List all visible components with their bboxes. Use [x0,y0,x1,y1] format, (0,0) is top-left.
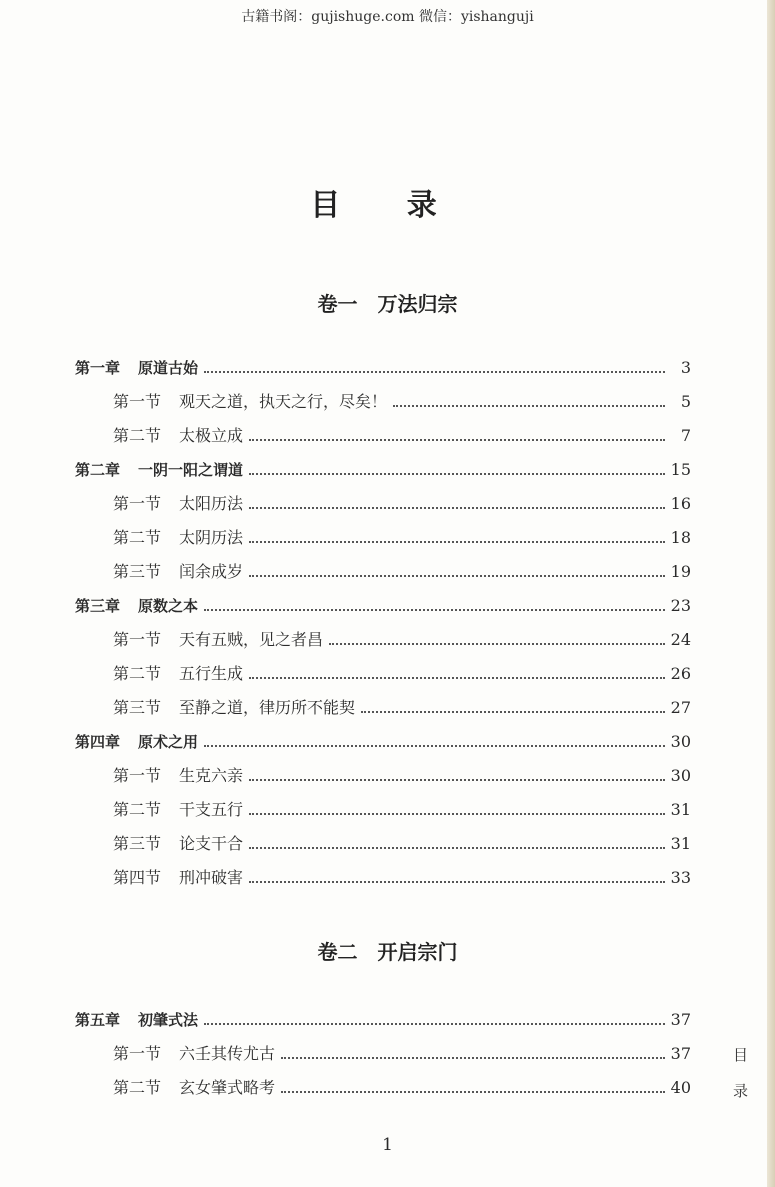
page-edge [767,0,775,1187]
side-tab-char-1: 目 [733,1046,749,1064]
leader-dots [249,813,665,815]
leader-dots [249,473,665,475]
leader-dots [281,1091,665,1093]
toc-entry-section[interactable]: 第一节 太阳历法 16 [113,494,691,513]
toc-entry-section[interactable]: 第二节 玄女肇式略考 40 [113,1078,691,1097]
page-header: 古籍书阁：gujishuge.com 微信：yishanguji [241,9,534,25]
leader-dots [249,677,665,679]
toc-entry-section[interactable]: 第二节 五行生成 26 [113,664,691,683]
toc-title: 目 录 [310,188,465,223]
toc-entry-chapter-3[interactable]: 第三章 原数之本 23 [75,596,691,615]
toc-entry-section[interactable]: 第三节 闰余成岁 19 [113,562,691,581]
leader-dots [249,575,665,577]
leader-dots [393,405,665,407]
toc-entry-chapter-5[interactable]: 第五章 初肇式法 37 [75,1010,691,1029]
toc-entry-section[interactable]: 第二节 太极立成 7 [113,426,691,445]
toc-entry-chapter-2[interactable]: 第二章 一阴一阳之谓道 15 [75,460,691,479]
leader-dots [249,847,665,849]
leader-dots [249,881,665,883]
leader-dots [281,1057,665,1059]
leader-dots [204,1023,665,1025]
toc-entry-section[interactable]: 第四节 刑冲破害 33 [113,868,691,887]
leader-dots [249,439,665,441]
leader-dots [204,371,665,373]
toc-entry-section[interactable]: 第一节 天有五贼，见之者昌 24 [113,630,691,649]
leader-dots [329,643,665,645]
leader-dots [249,779,665,781]
toc-entry-section[interactable]: 第三节 论支干合 31 [113,834,691,853]
page-number: 1 [382,1135,393,1155]
leader-dots [361,711,665,713]
toc-entry-chapter-4[interactable]: 第四章 原术之用 30 [75,732,691,751]
toc-entry-section[interactable]: 第一节 六壬其传尤古 37 [113,1044,691,1063]
volume-1-title: 卷一 万法归宗 [317,292,458,316]
leader-dots [204,745,665,747]
toc-entry-section[interactable]: 第三节 至静之道，律历所不能契 27 [113,698,691,717]
side-tab-char-2: 录 [733,1082,749,1100]
toc-entry-section[interactable]: 第二节 干支五行 31 [113,800,691,819]
toc-entry-section[interactable]: 第一节 观天之道，执天之行，尽矣！ 5 [113,392,691,411]
toc-entry-chapter-1[interactable]: 第一章 原道古始 3 [75,358,691,377]
toc-entry-section[interactable]: 第一节 生克六亲 30 [113,766,691,785]
leader-dots [204,609,665,611]
volume-2-title: 卷二 开启宗门 [317,940,458,964]
leader-dots [249,541,665,543]
leader-dots [249,507,665,509]
toc-entry-section[interactable]: 第二节 太阴历法 18 [113,528,691,547]
